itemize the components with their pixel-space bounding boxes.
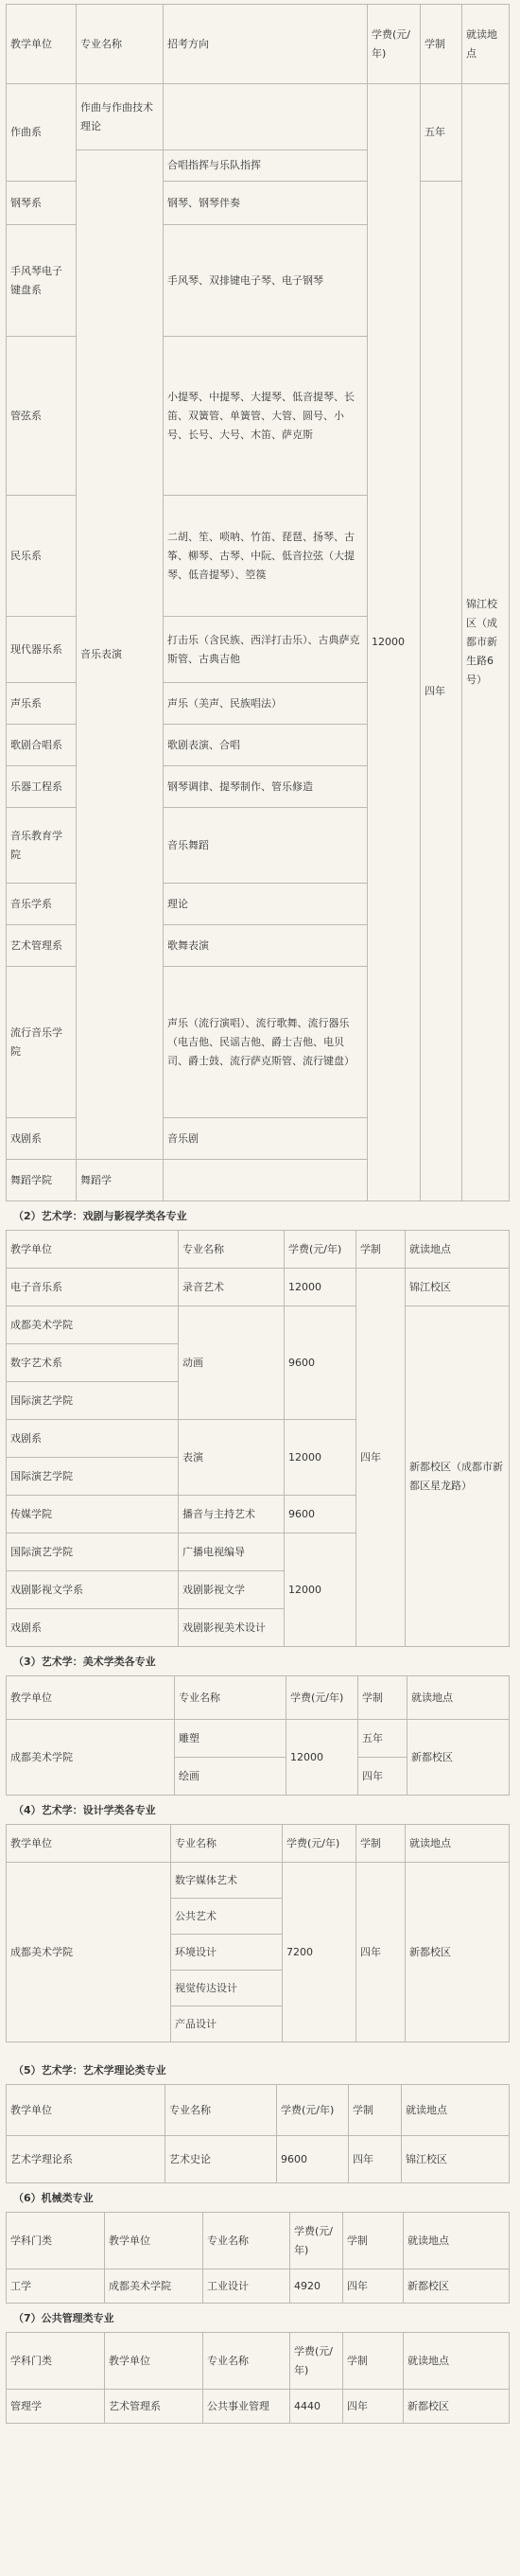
header-cell: 专业名称 [175, 1676, 286, 1720]
direction-cell: 声乐（流行演唱）、流行歌舞、流行器乐（电吉他、民谣吉他、爵士吉他、电贝司、爵士鼓、流行萨克斯管、流行键盘） [164, 967, 368, 1118]
unit-cell: 电子音乐系 [7, 1269, 179, 1306]
header-row [7, 2213, 510, 2269]
direction-cell: 小提琴、中提琴、大提琴、低音提琴、长笛、双簧管、单簧管、大管、圆号、小号、长号、大号、木笛、萨克斯 [164, 337, 368, 496]
table-row [7, 2269, 510, 2304]
unit-cell: 钢琴系 [7, 182, 77, 225]
direction-cell: 钢琴、钢琴伴奏 [164, 182, 368, 225]
header-row [7, 2085, 510, 2136]
header-cell: 学费(元/年) [285, 1231, 356, 1269]
unit-cell: 成都美术学院 [105, 2269, 203, 2304]
header-cell: 专业名称 [203, 2333, 290, 2390]
table-row [7, 1306, 510, 1344]
header-cell: 教学单位 [7, 5, 77, 84]
major-cell: 数字媒体艺术 [171, 1863, 283, 1899]
unit-cell: 作曲系 [7, 84, 77, 182]
unit-cell: 音乐学系 [7, 884, 77, 925]
location-cell: 新都校区 [406, 1863, 510, 2042]
major-cell: 戏剧影视美术设计 [179, 1609, 285, 1647]
unit-cell: 国际演艺学院 [7, 1382, 179, 1420]
fee-cell: 4920 [290, 2269, 343, 2304]
years-cell: 四年 [356, 1863, 406, 2042]
header-cell: 教学单位 [105, 2333, 203, 2390]
direction-cell: 理论 [164, 884, 368, 925]
major-cell: 动画 [179, 1306, 285, 1420]
header-cell: 学制 [343, 2333, 404, 2390]
major-cell: 公共艺术 [171, 1899, 283, 1935]
header-cell: 专业名称 [203, 2213, 290, 2269]
header-cell: 学制 [358, 1676, 407, 1720]
table5-caption: （5）艺术学：艺术学理论类专业 [13, 2064, 166, 2077]
header-cell: 就读地点 [462, 5, 510, 84]
unit-cell: 乐器工程系 [7, 766, 77, 808]
unit-cell: 戏剧系 [7, 1609, 179, 1647]
table7-caption: （7）公共管理类专业 [13, 2312, 114, 2324]
header-cell: 学制 [421, 5, 462, 84]
unit-cell: 传媒学院 [7, 1496, 179, 1533]
major-cell: 作曲与作曲技术理论 [77, 84, 164, 150]
unit-cell: 数字艺术系 [7, 1344, 179, 1382]
header-cell: 专业名称 [171, 1825, 283, 1863]
fee-cell: 12000 [368, 84, 421, 1201]
direction-cell: 合唱指挥与乐队指挥 [164, 150, 368, 182]
location-cell: 锦江校区 [406, 1269, 510, 1306]
major-cell: 艺术史论 [165, 2136, 277, 2183]
major-cell: 戏剧影视文学 [179, 1571, 285, 1609]
major-cell: 环境设计 [171, 1935, 283, 1971]
header-cell: 学费(元/年) [283, 1825, 356, 1863]
direction-cell [164, 84, 368, 150]
direction-cell [164, 1160, 368, 1201]
years-cell: 四年 [421, 182, 462, 1201]
header-cell: 招考方向 [164, 5, 368, 84]
fee-cell: 9600 [285, 1306, 356, 1420]
direction-cell: 打击乐（含民族、西洋打击乐）、古典萨克斯管、古典吉他 [164, 617, 368, 683]
years-cell: 四年 [343, 2390, 404, 2424]
header-row [7, 1231, 510, 1269]
major-cell: 音乐表演 [77, 150, 164, 1160]
header-cell: 教学单位 [7, 1676, 175, 1720]
major-cell: 广播电视编导 [179, 1533, 285, 1571]
major-cell: 产品设计 [171, 2006, 283, 2042]
art-theory-table [6, 2084, 510, 2183]
major-cell: 工业设计 [203, 2269, 290, 2304]
direction-cell: 二胡、笙、唢呐、竹笛、琵琶、扬琴、古筝、柳琴、古琴、中阮、低音拉弦（大提琴、低音提琴）、箜篌 [164, 496, 368, 617]
location-cell: 新都校区 [404, 2390, 510, 2424]
header-cell: 学费(元/年) [277, 2085, 349, 2136]
header-cell: 专业名称 [165, 2085, 277, 2136]
drama-film-table [6, 1230, 510, 1647]
unit-cell: 民乐系 [7, 496, 77, 617]
unit-cell: 戏剧影视文学系 [7, 1571, 179, 1609]
header-cell: 学制 [356, 1231, 406, 1269]
header-cell: 专业名称 [77, 5, 164, 84]
table-row [7, 1269, 510, 1306]
major-cell: 表演 [179, 1420, 285, 1496]
fee-cell: 9600 [277, 2136, 349, 2183]
major-cell: 绘画 [175, 1758, 286, 1796]
table-row [7, 1863, 510, 1899]
unit-cell: 艺术管理系 [105, 2390, 203, 2424]
category-cell: 管理学 [7, 2390, 105, 2424]
years-cell: 四年 [358, 1758, 407, 1796]
header-cell: 教学单位 [7, 1825, 171, 1863]
header-cell: 学科门类 [7, 2333, 105, 2390]
fine-arts-table [6, 1675, 510, 1796]
years-cell: 五年 [421, 84, 462, 182]
header-cell: 就读地点 [402, 2085, 510, 2136]
header-cell: 学制 [343, 2213, 404, 2269]
unit-cell: 戏剧系 [7, 1118, 77, 1160]
major-cell: 舞蹈学 [77, 1160, 164, 1201]
unit-cell: 成都美术学院 [7, 1720, 175, 1796]
direction-cell: 音乐剧 [164, 1118, 368, 1160]
major-cell: 视觉传达设计 [171, 1971, 283, 2006]
header-cell: 教学单位 [7, 2085, 165, 2136]
years-cell: 四年 [349, 2136, 402, 2183]
header-row [7, 5, 510, 84]
header-cell: 教学单位 [105, 2213, 203, 2269]
direction-cell: 歌剧表演、合唱 [164, 725, 368, 766]
unit-cell: 手风琴电子键盘系 [7, 225, 77, 337]
unit-cell: 艺术管理系 [7, 925, 77, 967]
header-cell: 学费(元/年) [290, 2333, 343, 2390]
table-row [7, 2136, 510, 2183]
public-admin-table [6, 2332, 510, 2424]
unit-cell: 舞蹈学院 [7, 1160, 77, 1201]
table4-caption: （4）艺术学：设计学类各专业 [13, 1804, 156, 1816]
header-row [7, 2333, 510, 2390]
major-cell: 录音艺术 [179, 1269, 285, 1306]
years-cell: 四年 [356, 1269, 406, 1647]
direction-cell: 声乐（美声、民族唱法） [164, 683, 368, 725]
header-cell: 就读地点 [406, 1825, 510, 1863]
design-table [6, 1824, 510, 2042]
header-cell: 就读地点 [406, 1231, 510, 1269]
header-cell: 就读地点 [404, 2333, 510, 2390]
engineering-table [6, 2212, 510, 2304]
unit-cell: 声乐系 [7, 683, 77, 725]
unit-cell: 流行音乐学院 [7, 967, 77, 1118]
location-cell: 锦江校区（成都市新生路6号） [462, 84, 510, 1201]
location-cell: 新都校区 [407, 1720, 510, 1796]
fee-cell: 12000 [285, 1420, 356, 1496]
header-cell: 学费(元/年) [286, 1676, 358, 1720]
header-cell: 学费(元/年) [290, 2213, 343, 2269]
unit-cell: 音乐教育学院 [7, 808, 77, 884]
header-cell: 就读地点 [404, 2213, 510, 2269]
fee-cell: 12000 [286, 1720, 358, 1796]
location-cell: 新都校区 [404, 2269, 510, 2304]
location-cell: 新都校区（成都市新都区星龙路） [406, 1306, 510, 1647]
fee-cell: 7200 [283, 1863, 356, 2042]
unit-cell: 成都美术学院 [7, 1306, 179, 1344]
unit-cell: 现代器乐系 [7, 617, 77, 683]
location-cell: 锦江校区 [402, 2136, 510, 2183]
unit-cell: 艺术学理论系 [7, 2136, 165, 2183]
header-cell: 专业名称 [179, 1231, 285, 1269]
header-cell: 学费(元/年) [368, 5, 421, 84]
unit-cell: 歌剧合唱系 [7, 725, 77, 766]
header-cell: 学制 [349, 2085, 402, 2136]
major-cell: 公共事业管理 [203, 2390, 290, 2424]
fee-cell: 12000 [285, 1269, 356, 1306]
years-cell: 四年 [343, 2269, 404, 2304]
fee-cell: 9600 [285, 1496, 356, 1533]
direction-cell: 钢琴调律、提琴制作、管乐修造 [164, 766, 368, 808]
table2-caption: （2）艺术学：戏剧与影视学类各专业 [13, 1210, 187, 1222]
table3-caption: （3）艺术学：美术学类各专业 [13, 1656, 156, 1668]
table-row [7, 2390, 510, 2424]
header-row [7, 1676, 510, 1720]
fee-cell: 4440 [290, 2390, 343, 2424]
header-cell: 学科门类 [7, 2213, 105, 2269]
fee-cell: 12000 [285, 1533, 356, 1647]
unit-cell: 戏剧系 [7, 1420, 179, 1458]
direction-cell: 音乐舞蹈 [164, 808, 368, 884]
major-cell: 雕塑 [175, 1720, 286, 1758]
direction-cell: 手风琴、双排键电子琴、电子钢琴 [164, 225, 368, 337]
music-majors-table [6, 4, 510, 1201]
direction-cell: 歌舞表演 [164, 925, 368, 967]
unit-cell: 国际演艺学院 [7, 1533, 179, 1571]
unit-cell: 成都美术学院 [7, 1863, 171, 2042]
header-row [7, 1825, 510, 1863]
table-row [7, 1720, 510, 1758]
header-cell: 学制 [356, 1825, 406, 1863]
header-cell: 就读地点 [407, 1676, 510, 1720]
unit-cell: 管弦系 [7, 337, 77, 496]
category-cell: 工学 [7, 2269, 105, 2304]
table6-caption: （6）机械类专业 [13, 2192, 94, 2204]
header-cell: 教学单位 [7, 1231, 179, 1269]
table-row [7, 84, 510, 150]
years-cell: 五年 [358, 1720, 407, 1758]
major-cell: 播音与主持艺术 [179, 1496, 285, 1533]
unit-cell: 国际演艺学院 [7, 1458, 179, 1496]
